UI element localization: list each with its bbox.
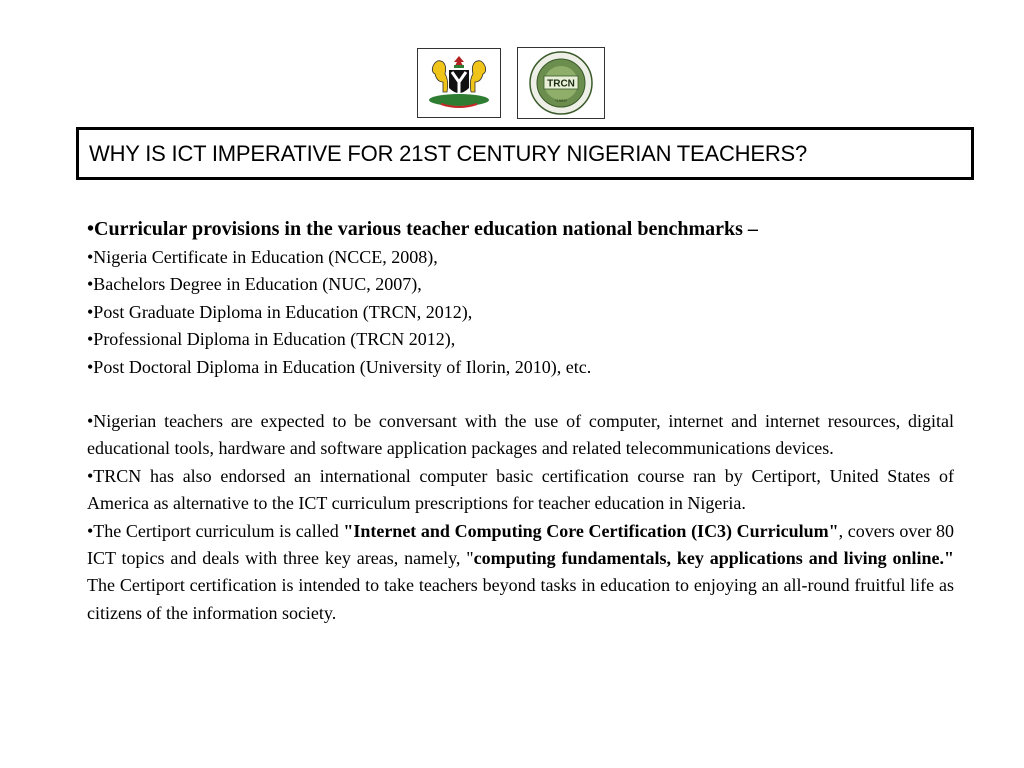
benchmarks-heading: •Curricular provisions in the various teacher education national benchmarks – (87, 218, 758, 240)
slide-title: WHY IS ICT IMPERATIVE FOR 21ST CENTURY NIGERIAN TEACHERS? (89, 140, 808, 166)
trcn-seal-text: TRCN (547, 78, 575, 90)
nigeria-coat-of-arms-logo (417, 48, 501, 118)
list-item: •Bachelors Degree in Education (NUC, 2007), (87, 274, 422, 295)
slide-body (87, 214, 954, 627)
paragraph-teachers-expected: •Nigerian teachers are expected to be conversant with the use of computer, internet and internet resources, digital educational tools, hardware and software application packages and related telecommunications devices. (87, 411, 954, 459)
spacer (87, 381, 954, 408)
coat-of-arms-icon (421, 52, 497, 114)
slide-title-box (76, 127, 974, 180)
list-item: •Post Doctoral Diploma in Education (University of Ilorin, 2010), etc. (87, 356, 592, 377)
certiport-text-c: , covers over 80 ICT topics and deals with three key areas, namely, " (87, 520, 954, 569)
certiport-text-a: •The Certiport curriculum is called (87, 520, 344, 541)
list-item: •Post Graduate Diploma in Education (TRCN, 2012), (87, 301, 473, 322)
certiport-key-areas: computing fundamentals, key applications and living online." (473, 548, 954, 569)
list-item: •Nigeria Certificate in Education (NCCE, 2008), (87, 247, 438, 267)
trcn-seal-year: *1993* (554, 98, 568, 103)
logo-strip (417, 48, 605, 119)
certiport-text-e: The Certiport certification is intended to take teachers beyond tasks in education to enjoying an all-round fruitful life as citizens of the information society. (87, 575, 954, 623)
trcn-seal-logo (517, 47, 605, 119)
list-item: •Professional Diploma in Education (TRCN 2012), (87, 329, 456, 350)
paragraph-trcn-endorsed: •TRCN has also endorsed an international computer basic certification course ran by Certiport, United States of America as alternative to the ICT curriculum prescriptions for teacher education in Nigeria. (87, 465, 954, 514)
trcn-seal-icon (520, 50, 602, 116)
paragraph-certiport-curriculum (87, 518, 954, 628)
certiport-curriculum-name: "Internet and Computing Core Certification (IC3) Curriculum" (343, 520, 839, 541)
